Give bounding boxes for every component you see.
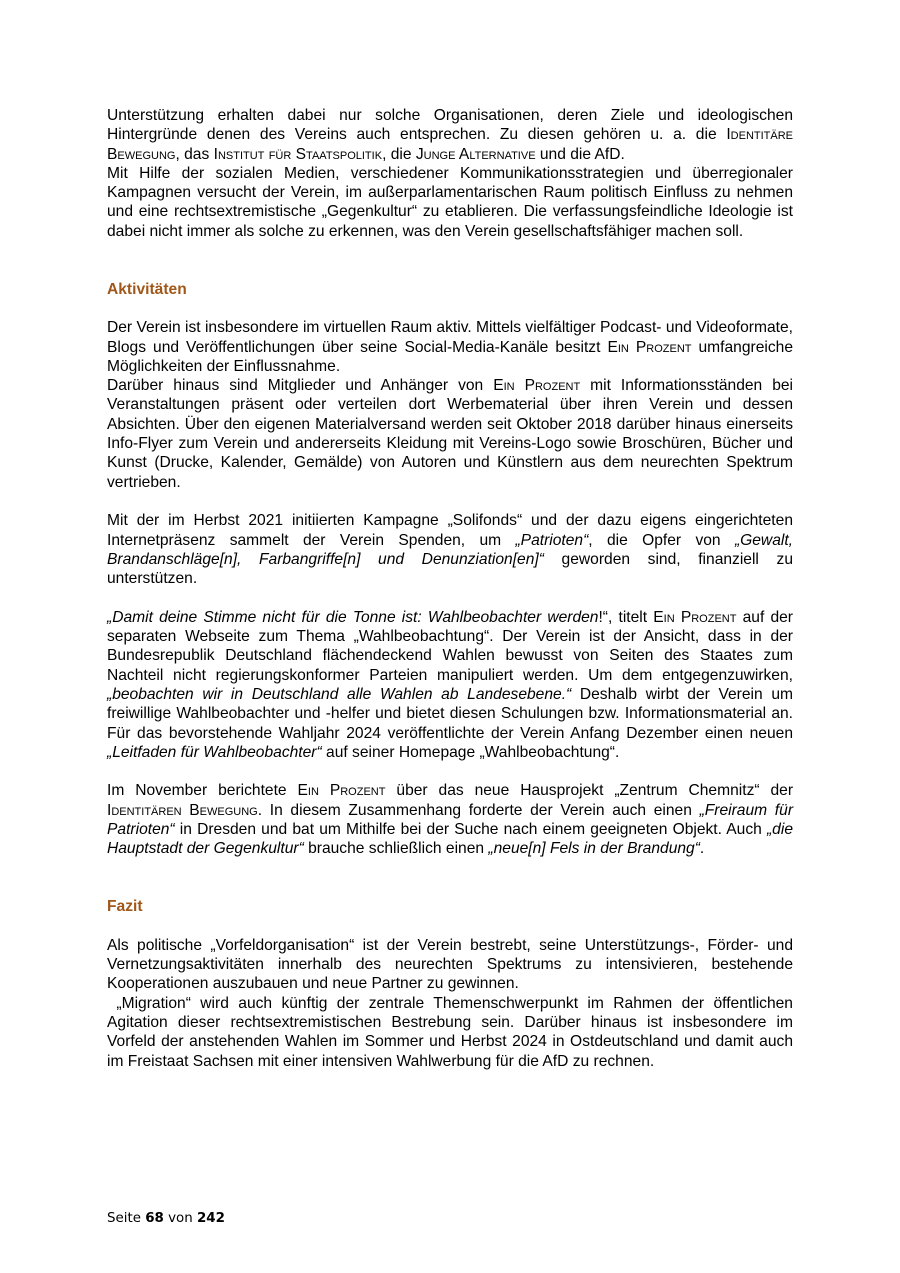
text-span: Deshalb wirbt der Verein um freiwillige Wahlbeobachter und -helfer und bietet diesen Schulungen bzw. Informationsmaterial an. Für das bevorstehende Wahljahr 2024 veröffentlichte der Verein Anfang Dezember einen neuen	[107, 685, 793, 742]
org-name: Ein Prozent	[493, 377, 581, 395]
text-span: mit Informationsständen bei Veranstaltungen präsent oder verteilen dort Werbematerial über ihren Verein und dessen Absichten. Über den eigenen Materialversand werden seit Oktober 2018 darüber hinaus einerseits Info-Flyer zum Verein und andererseits Kleidung mit Vereins-Logo sowie Broschüren, Bücher und Kunst (Drucke, Kalender, Gemälde) von Autoren und Künstlern aus dem neurechten Spektrum vertrieben.	[107, 377, 794, 491]
page-content	[107, 106, 798, 1071]
activities-paragraph-3	[107, 511, 793, 588]
spacer	[107, 859, 793, 898]
spacer	[107, 762, 793, 781]
spacer	[107, 299, 793, 318]
quote-span: „beobachten wir in Deutschland alle Wahlen ab Landesebene.“	[107, 685, 572, 703]
org-name: Institut für Staatspolitik	[213, 145, 383, 163]
heading-conclusion: Fazit	[107, 898, 143, 916]
text-span: Im November berichtete	[107, 782, 298, 800]
quote-span: „Leitfaden für Wahlbeobachter“	[107, 743, 322, 761]
conclusion-paragraph-1: Als politische „Vorfeldorganisation“ ist der Verein bestrebt, seine Unterstützungs-, Förder- und Vernetzungsaktivitäten innerhalb des neurechten Spektrums zu intensivieren, bestehende Kooperationen auszubauen und neue Partner zu gewinnen.	[107, 936, 793, 993]
text-span: . In diesem Zusammenhang forderte der Verein auch einen	[257, 801, 700, 819]
text-span: , das	[175, 145, 214, 163]
spacer	[107, 492, 793, 511]
text-span: , die	[382, 145, 416, 163]
activities-paragraph-5	[107, 781, 793, 858]
footer-middle: von	[163, 1211, 197, 1226]
activities-paragraph-1	[107, 318, 793, 376]
text-span: in Dresden und bat um Mithilfe bei der Suche nach einem geeigneten Objekt. Auch	[174, 820, 767, 838]
text-span: , die Opfer von	[588, 531, 735, 549]
text-span: .	[699, 840, 705, 858]
text-span: auf der separaten Webseite zum Thema „Wahlbeobachtung“. Der Verein ist der Ansicht, dass in der Bundesrepublik Deutschland flächendeckend Wahlen bewusst von Seiten des Staates zum Nachteil nicht regierungskonformer Parteien manipuliert werden. Um dem entgegenzuwirken,	[107, 608, 793, 684]
text-span: über das neue Hausprojekt „Zentrum Chemnitz“ der	[385, 782, 794, 800]
spacer	[107, 916, 793, 935]
footer-prefix: Seite	[107, 1211, 146, 1226]
spacer	[107, 241, 793, 280]
text-span: umfangreiche Möglichkeiten der Einflussnahme.	[107, 338, 793, 375]
text-span: !“, titelt	[598, 608, 654, 626]
activities-paragraph-4	[107, 608, 793, 762]
page-footer	[107, 1211, 225, 1226]
text-span: Unterstützung erhalten dabei nur solche Organisationen, deren Ziele und ideologischen Hintergründe denen des Vereins auch entsprechen. Zu diesen gehören u. a. die	[107, 107, 793, 144]
quote-span: „neue[n] Fels in der Brandung“	[488, 840, 700, 858]
spacer	[107, 588, 793, 607]
activities-paragraph-2	[107, 376, 793, 492]
page-number: 68	[145, 1211, 164, 1226]
org-name: Junge Alternative	[415, 145, 536, 163]
org-name: Identitäre Bewegung	[107, 126, 793, 163]
quote-span: „Damit deine Stimme nicht für die Tonne ist: Wahlbeobachter werden	[107, 608, 599, 626]
quote-span: „die Hauptstadt der Gegenkultur“	[107, 820, 793, 858]
text-span: auf seiner Homepage „Wahlbeobachtung“.	[321, 743, 620, 761]
quote-span: „Freiraum für Patrioten“	[107, 801, 794, 838]
text-span: Darüber hinaus sind Mitglieder und Anhänger von	[107, 377, 494, 395]
intro-paragraph-2: Mit Hilfe der sozialen Medien, verschiedener Kommunikationsstrategien und überregionaler Kampagnen versucht der Verein, im außerparlamentarischen Raum politisch Einfluss zu nehmen und eine rechtsextremistische „Gegenkultur“ zu etablieren. Die verfassungsfeindliche Ideologie ist dabei nicht immer als solche zu erkennen, was den Verein gesellschaftsfähiger machen soll.	[107, 164, 793, 240]
text-span: Mit der im Herbst 2021 initiierten Kampagne „Solifonds“ und der dazu eigens eingerichteten Internetpräsenz sammelt der Verein Spenden, um	[107, 512, 793, 549]
intro-paragraph-1	[107, 106, 793, 164]
org-name: Ein Prozent	[297, 782, 386, 800]
text-span: und die AfD.	[535, 145, 625, 163]
text-span: brauche schließlich einen	[303, 840, 489, 858]
text-span: Der Verein ist insbesondere im virtuellen Raum aktiv. Mittels vielfältiger Podcast- und Videoformate, Blogs und Veröffentlichungen über seine Social-Media-Kanäle besitzt	[107, 319, 793, 356]
heading-activities: Aktivitäten	[107, 280, 187, 298]
org-name: Ein Prozent	[653, 608, 737, 626]
page-total: 242	[196, 1211, 225, 1226]
text-span: geworden sind, finanziell zu unterstützen.	[107, 550, 793, 588]
org-name: Ein Prozent	[607, 338, 692, 356]
org-name: Identitären Bewegung	[107, 801, 258, 819]
quote-span: „Gewalt, Brandanschläge[n], Farbangriffe[n] und Denunziation[en]“	[107, 531, 793, 568]
conclusion-paragraph-2: „Migration“ wird auch künftig der zentrale Themenschwerpunkt im Rahmen der öffentlichen Agitation dieser rechtsextremistischen Bestrebung sein. Darüber hinaus ist insbesondere im Vorfeld der anstehenden Wahlen im Sommer und Herbst 2024 in Ostdeutschland und damit auch im Freistaat Sachsen mit einer intensiven Wahlwerbung für die AfD zu rechnen.	[107, 994, 798, 1070]
quote-span: „Patrioten“	[515, 531, 589, 549]
